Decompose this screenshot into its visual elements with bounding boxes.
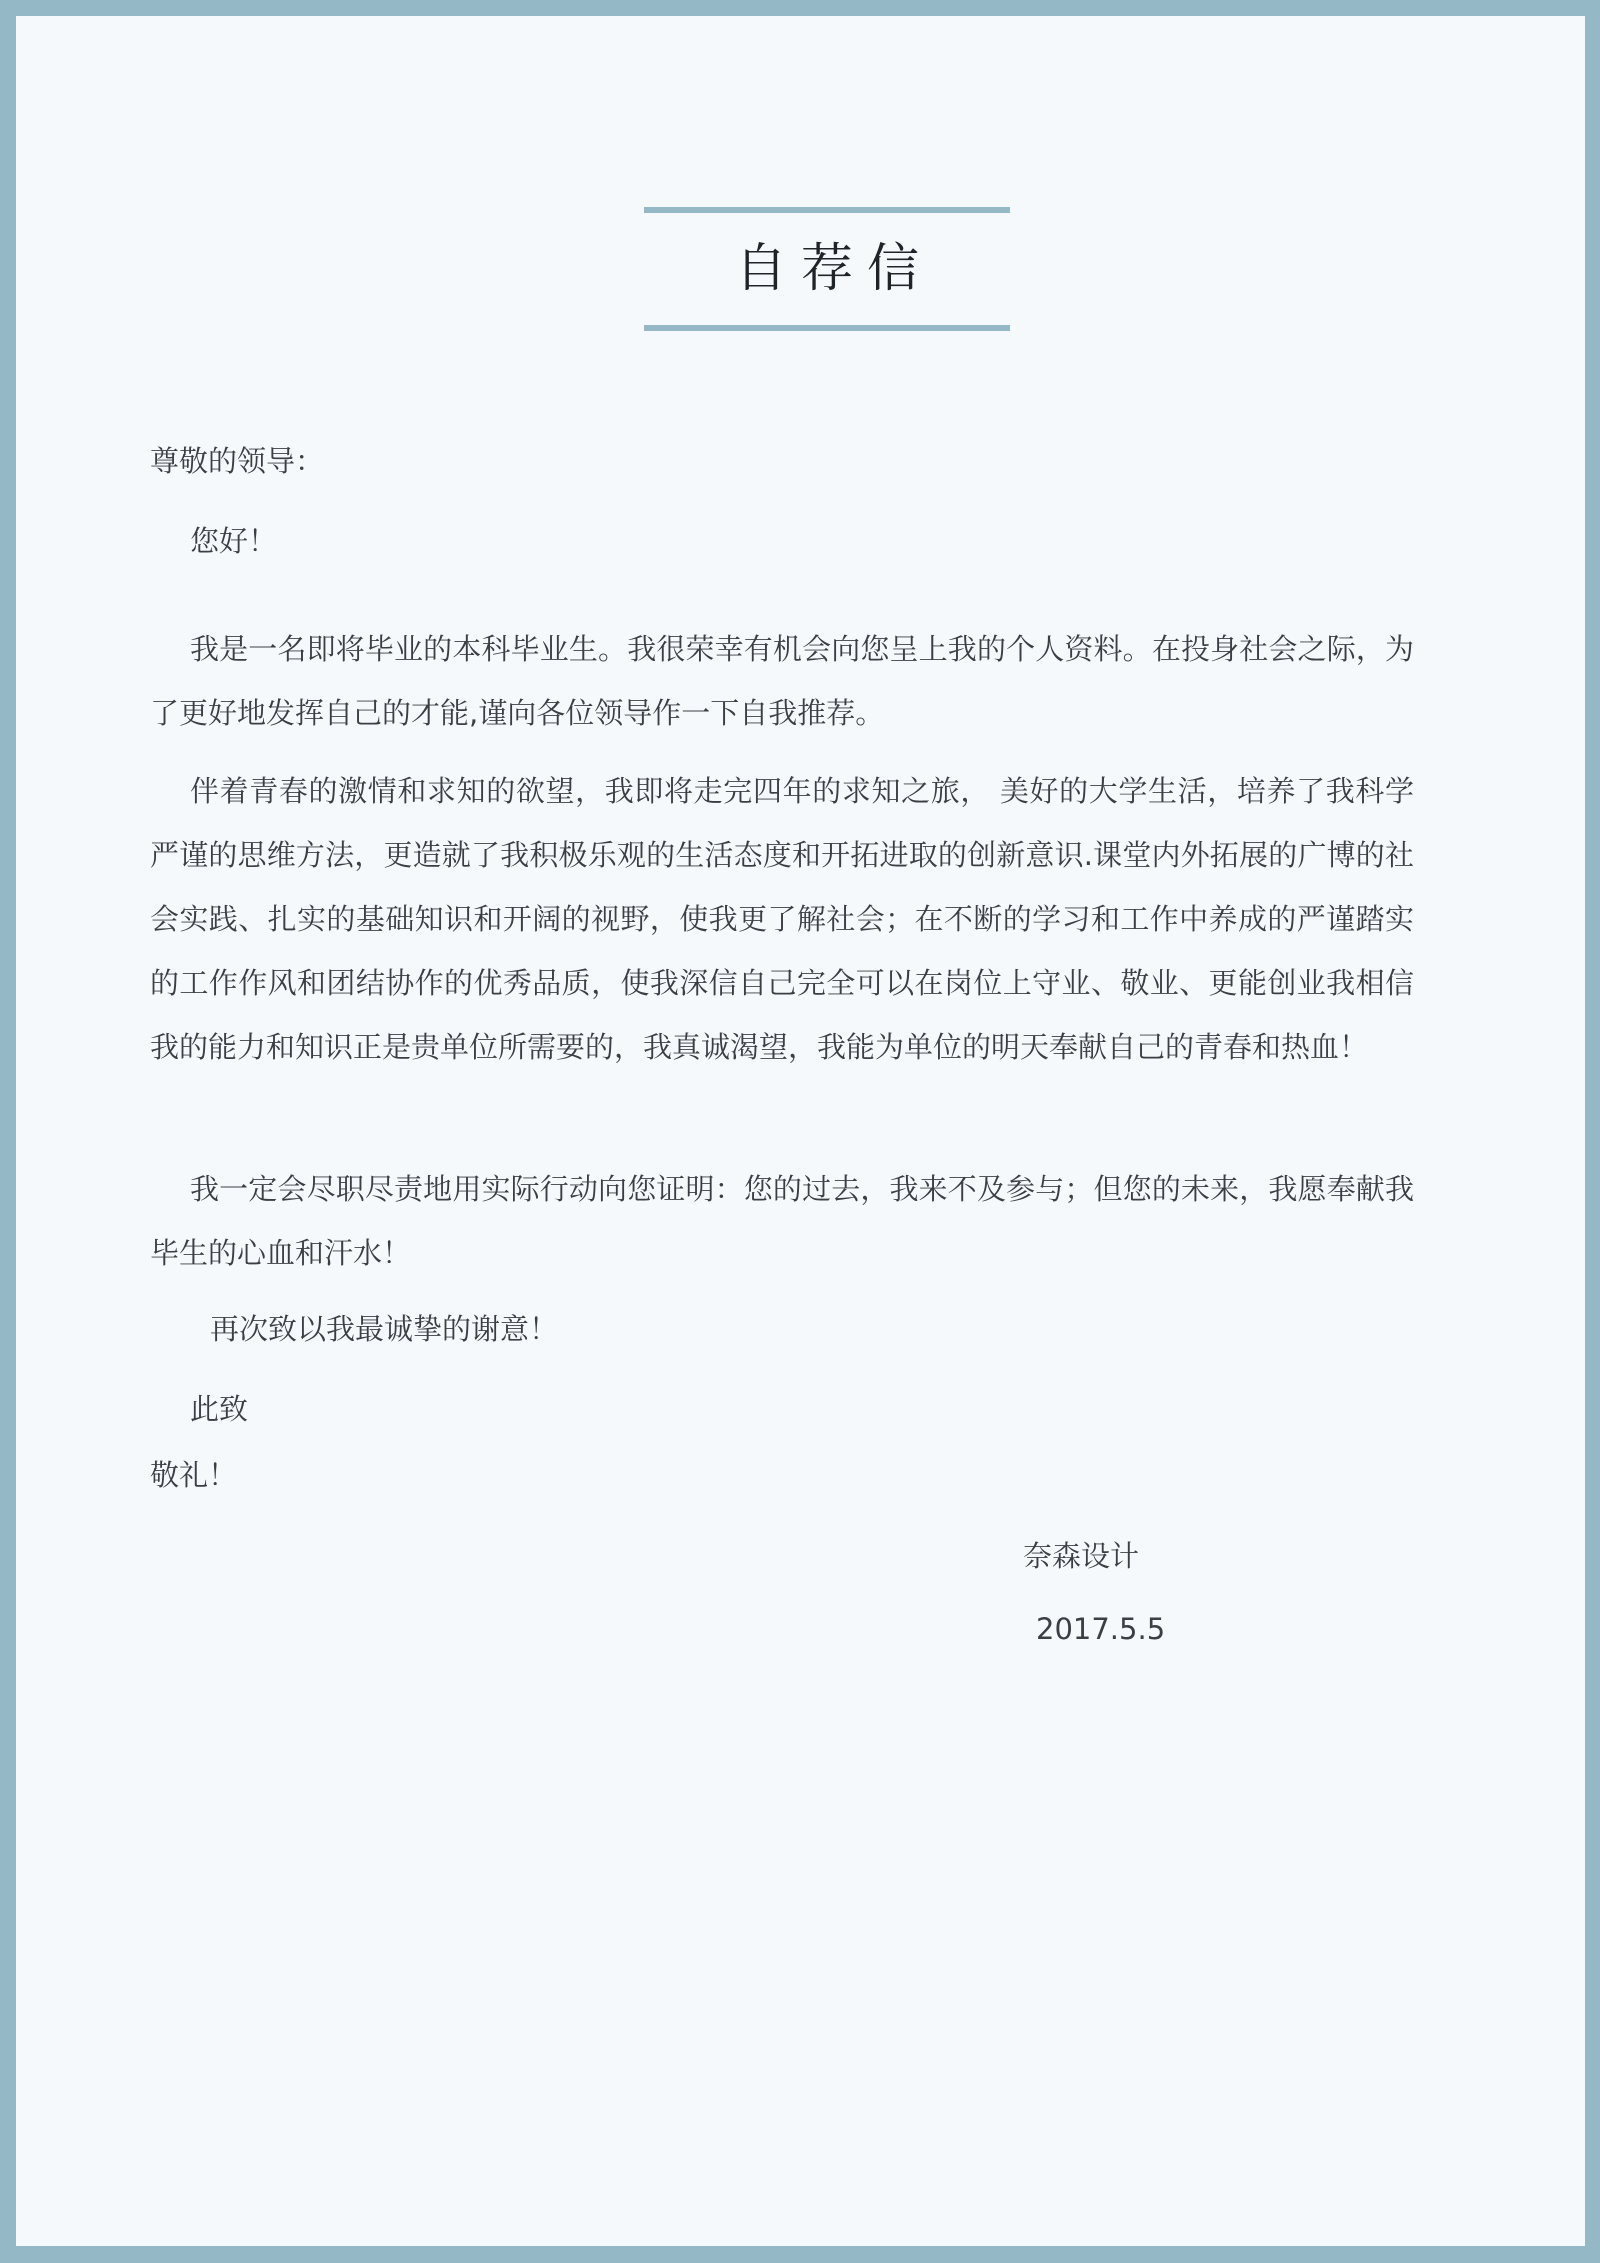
letter-date: 2017.5.5 — [1036, 1612, 1166, 1646]
greeting: 您好！ — [190, 524, 278, 558]
title-bottom-rule — [644, 325, 1010, 331]
closing-jingli: 敬礼！ — [150, 1458, 238, 1492]
page-title: 自荐信 — [734, 239, 933, 299]
body-paragraph-3: 我一定会尽职尽责地用实际行动向您证明：您的过去，我来不及参与；但您的未来，我愿奉献我毕生的心血和汗水！ — [150, 1172, 1414, 1270]
thanks-line: 再次致以我最诚挚的谢意！ — [210, 1312, 559, 1346]
letter-page — [16, 16, 1585, 2246]
closing-cizhi: 此致 — [190, 1392, 249, 1426]
salutation: 尊敬的领导： — [150, 444, 325, 478]
title-block — [644, 207, 1010, 331]
body-paragraph-2: 伴着青春的激情和求知的欲望，我即将走完四年的求知之旅， 美好的大学生活，培养了我科学严谨的思维方法，更造就了我积极乐观的生活态度和开拓进取的创新意识.课堂内外拓展的广博的社会实践、扎实的基础知识和开阔的视野，使我更了解社会；在不断的学习和工作中养成的严谨踏实的工作作风和团结协作的优秀品质，使我深信自己完全可以在岗位上守业、敬业、更能创业我相信我的能力和知识正是贵单位所需要的，我真诚渴望，我能为单位的明天奉献自己的青春和热血！ — [150, 774, 1414, 1064]
body-paragraph-1: 我是一名即将毕业的本科毕业生。我很荣幸有机会向您呈上我的个人资料。在投身社会之际，为了更好地发挥自己的才能,谨向各位领导作一下自我推荐。 — [150, 632, 1414, 730]
signer-name: 奈森设计 — [1023, 1539, 1140, 1573]
title-top-rule — [644, 207, 1010, 213]
